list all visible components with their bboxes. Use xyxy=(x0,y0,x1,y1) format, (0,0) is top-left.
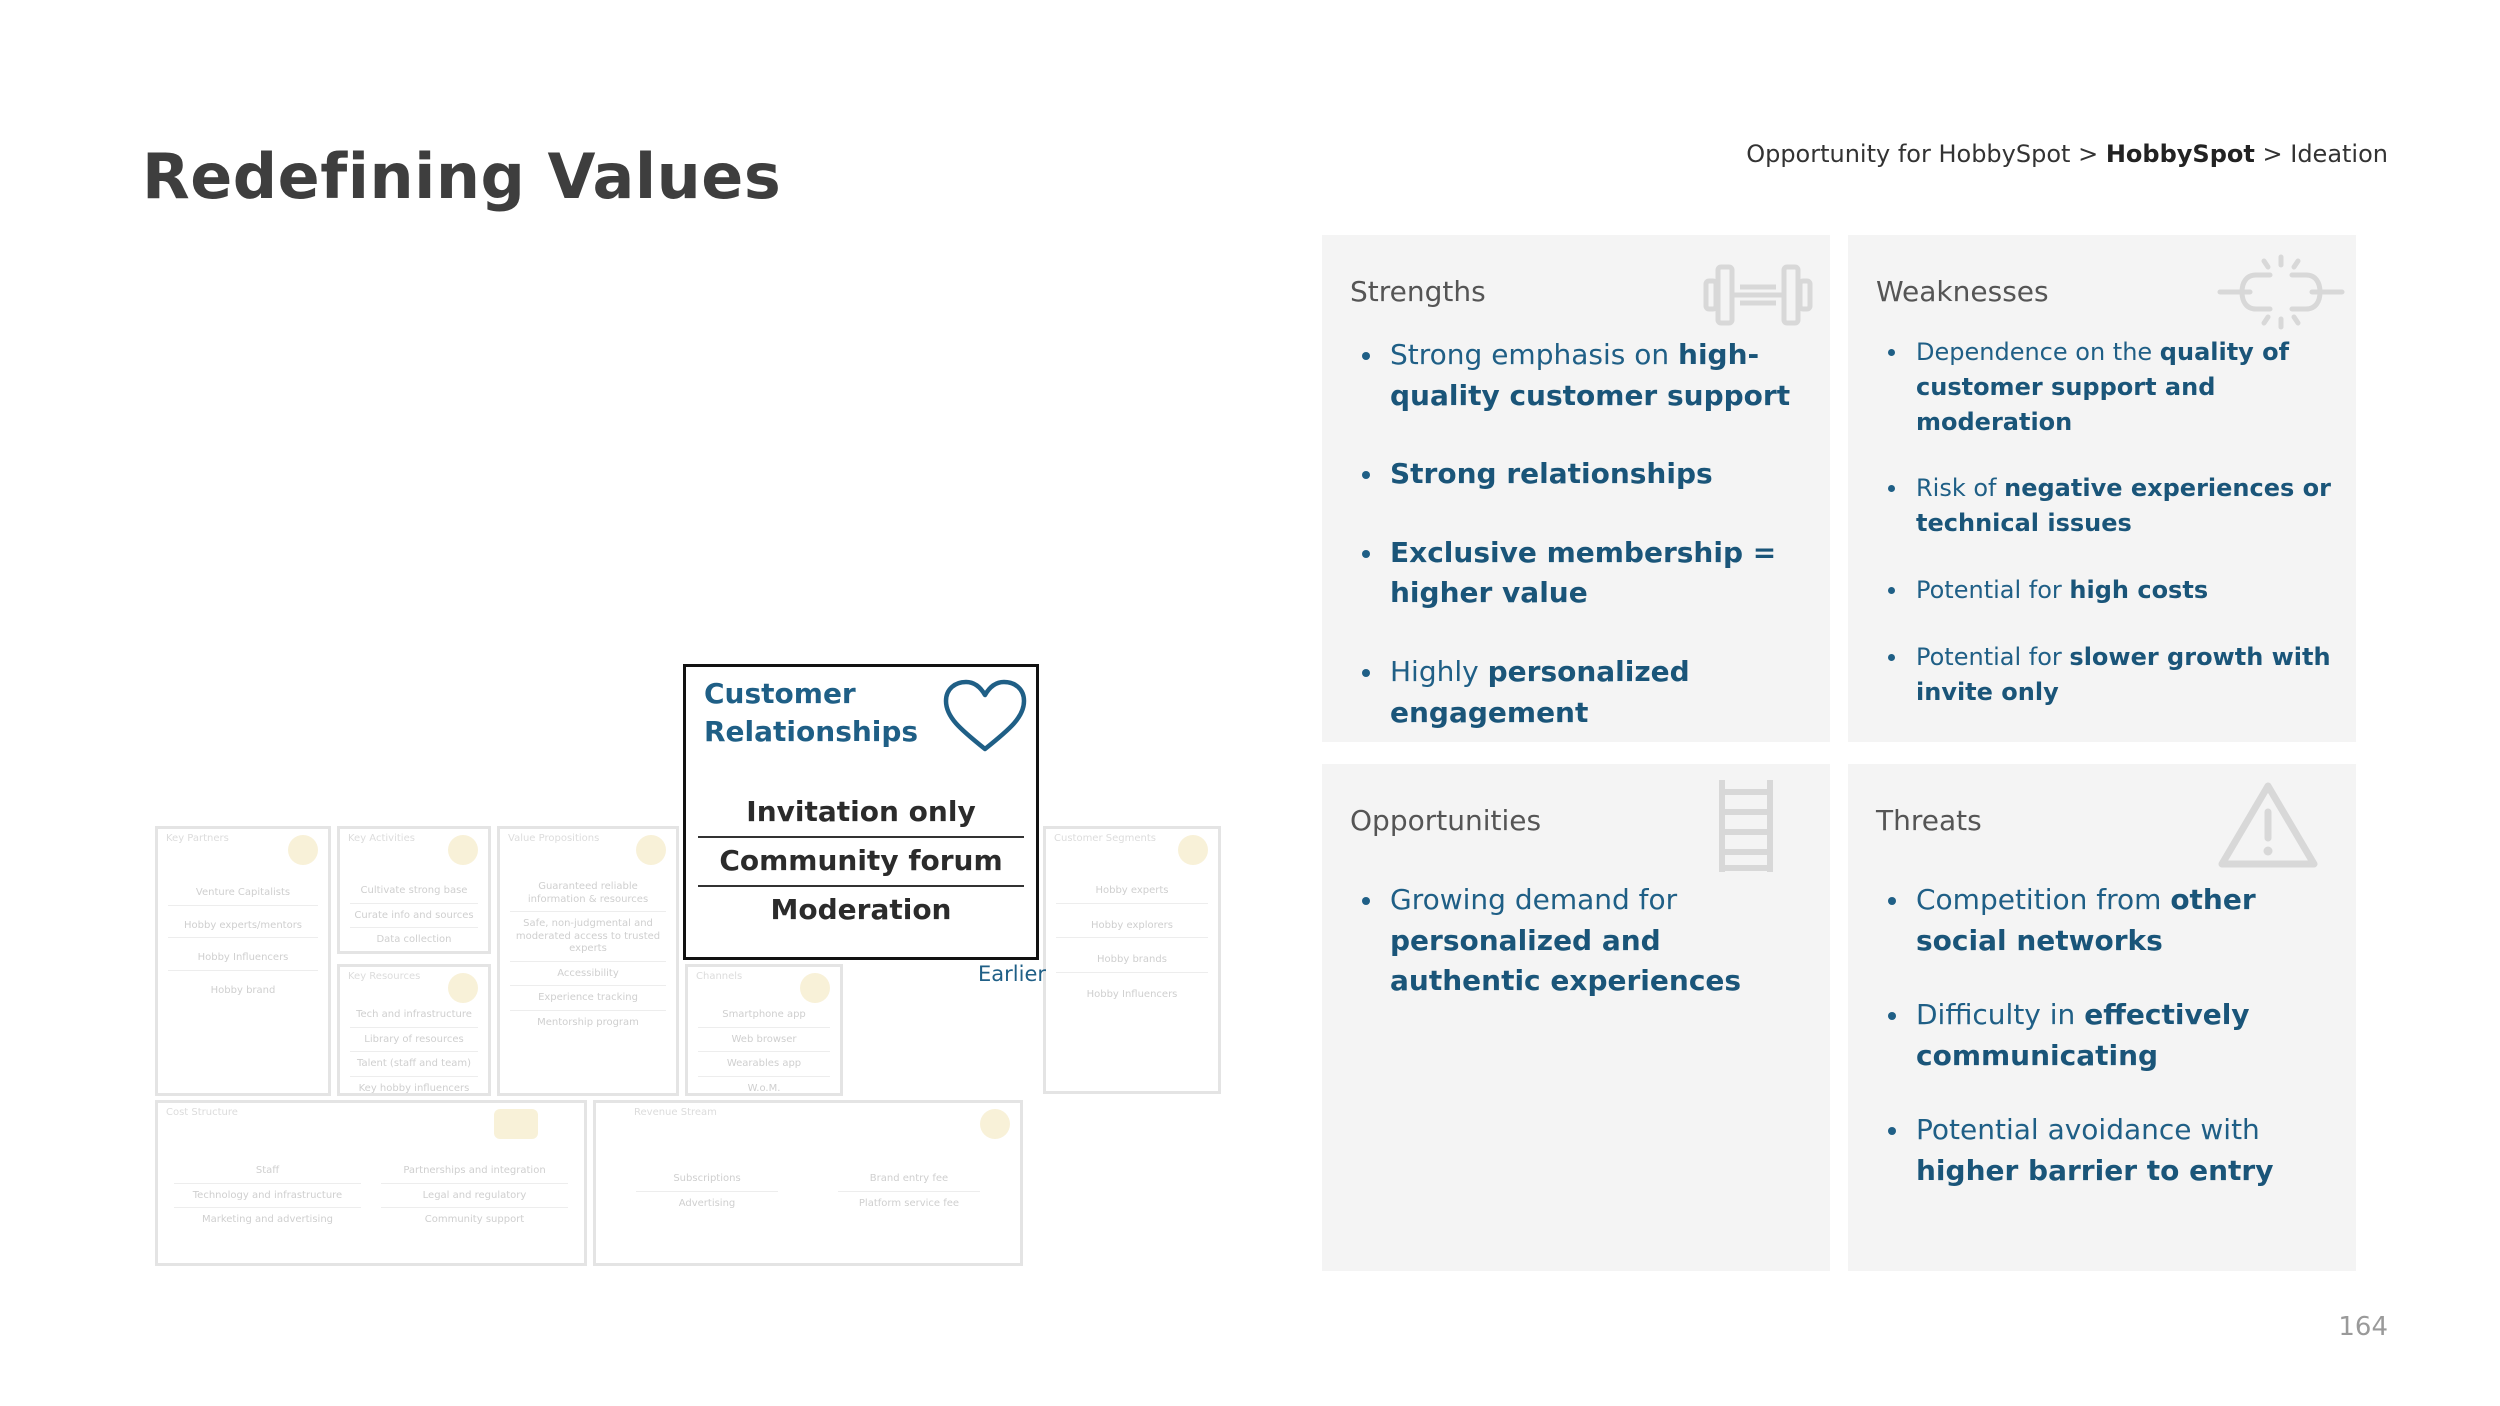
truck-icon xyxy=(800,973,830,1003)
users-icon xyxy=(1178,835,1208,865)
breadcrumb-item-opportunity[interactable]: Opportunity for HobbySpot xyxy=(1746,140,2071,168)
relationship-item: Invitation only xyxy=(698,789,1024,838)
canvas-key-partners xyxy=(155,826,331,1096)
canvas-cell: Marketing and advertising xyxy=(201,1214,334,1225)
page-title: Redefining Values xyxy=(142,140,782,213)
canvas-cell: Curate info and sources xyxy=(350,904,478,929)
canvas-revenue-streams xyxy=(593,1100,1023,1266)
gift-icon xyxy=(636,835,666,865)
swot-threats-label: Threats xyxy=(1876,804,1982,837)
canvas-cell: W.o.M. xyxy=(747,1082,781,1094)
canvas-section-title: Key Resources xyxy=(348,971,421,982)
canvas-key-activities xyxy=(337,826,491,954)
customer-relationships-title: Customer Relationships xyxy=(704,677,919,748)
canvas-cell: Key hobby influencers xyxy=(358,1082,470,1094)
swot-threats-panel xyxy=(1848,764,2356,1271)
canvas-section-title: Key Activities xyxy=(348,833,415,844)
breadcrumb-separator: > xyxy=(2078,140,2099,168)
canvas-cell: Venture Capitalists xyxy=(168,881,318,906)
canvas-cell: Hobby Influencers xyxy=(168,946,318,971)
canvas-cell: Cultivate strong base xyxy=(350,879,478,904)
canvas-cell: Mentorship program xyxy=(537,1016,639,1028)
swot-weaknesses-list xyxy=(1888,335,2336,741)
swot-threats-list xyxy=(1888,880,2336,1226)
canvas-customer-segments xyxy=(1043,826,1221,1094)
list-item: Dependence on the quality of customer support and moderation xyxy=(1888,335,2336,439)
swot-strengths-panel xyxy=(1322,235,1830,742)
swot-strengths-label: Strengths xyxy=(1350,275,1486,308)
canvas-section-title: Key Partners xyxy=(166,833,229,844)
canvas-cell: Web browser xyxy=(698,1028,830,1053)
canvas-cell: Experience tracking xyxy=(510,986,666,1011)
swot-weaknesses-label: Weaknesses xyxy=(1876,275,2049,308)
list-item: Potential for high costs xyxy=(1888,573,2336,608)
breadcrumb-separator: > xyxy=(2262,140,2283,168)
list-item: Potential for slower growth with invite only xyxy=(1888,640,2336,710)
ladder-icon xyxy=(1714,778,1778,874)
canvas-cell: Brand entry fee xyxy=(838,1167,980,1192)
resources-icon xyxy=(448,973,478,1003)
canvas-cell: Smartphone app xyxy=(698,1003,830,1028)
canvas-cell: Data collection xyxy=(376,934,452,945)
canvas-cell: Guaranteed reliable information & resources xyxy=(510,875,666,912)
list-item: Competition from other social networks xyxy=(1888,880,2336,961)
list-item: Strong relationships xyxy=(1362,454,1810,495)
canvas-cell: Wearables app xyxy=(698,1052,830,1077)
canvas-cell: Technology and infrastructure xyxy=(174,1184,361,1209)
handshake-icon xyxy=(288,835,318,865)
canvas-cell: Advertising xyxy=(678,1197,736,1209)
canvas-cell: Safe, non-judgmental and moderated access to trusted experts xyxy=(510,912,666,962)
canvas-cell: Subscriptions xyxy=(636,1167,778,1192)
canvas-cell: Hobby experts xyxy=(1056,879,1208,904)
customer-relationships-card xyxy=(683,664,1039,960)
swot-opportunities-list xyxy=(1362,880,1810,1036)
canvas-channels xyxy=(685,964,843,1096)
canvas-cell: Staff xyxy=(174,1159,361,1184)
canvas-cell: Hobby brand xyxy=(210,984,276,996)
canvas-cell: Hobby explorers xyxy=(1056,914,1208,939)
breadcrumb xyxy=(1746,140,2388,168)
gear-icon xyxy=(448,835,478,865)
list-item: Strong emphasis on high-quality customer support xyxy=(1362,335,1810,416)
heart-icon xyxy=(940,677,1030,757)
swot-strengths-list xyxy=(1362,335,1810,771)
canvas-cell: Hobby Influencers xyxy=(1086,988,1178,1000)
swot-opportunities-label: Opportunities xyxy=(1350,804,1542,837)
broken-link-icon xyxy=(2216,249,2346,335)
earlier-note: Earlier xyxy=(978,962,1046,986)
swot-weaknesses-panel xyxy=(1848,235,2356,742)
canvas-section-title: Channels xyxy=(696,971,743,982)
canvas-key-resources xyxy=(337,964,491,1096)
canvas-cell: Partnerships and integration xyxy=(381,1159,568,1184)
list-item: Difficulty in effectively communicating xyxy=(1888,995,2336,1076)
breadcrumb-item-hobbyspot[interactable]: HobbySpot xyxy=(2105,140,2255,168)
canvas-section-title: Cost Structure xyxy=(166,1107,238,1118)
page-number: 164 xyxy=(2338,1312,2388,1342)
warning-icon xyxy=(2216,780,2320,872)
money-bag-icon xyxy=(980,1109,1010,1139)
breadcrumb-item-ideation[interactable]: Ideation xyxy=(2290,140,2388,168)
swot-opportunities-panel xyxy=(1322,764,1830,1271)
canvas-cell: Community support xyxy=(424,1214,525,1225)
money-icon xyxy=(494,1109,538,1139)
list-item: Risk of negative experiences or technical issues xyxy=(1888,471,2336,541)
list-item: Growing demand for personalized and authentic experiences xyxy=(1362,880,1810,1002)
dumbbell-icon xyxy=(1700,257,1816,333)
canvas-section-title: Value Propositions xyxy=(508,833,600,844)
canvas-cell: Tech and infrastructure xyxy=(350,1003,478,1028)
list-item: Potential avoidance with higher barrier to entry xyxy=(1888,1110,2336,1191)
canvas-cell: Hobby experts/mentors xyxy=(168,914,318,939)
canvas-section-title: Revenue Stream xyxy=(634,1107,717,1118)
list-item: Highly personalized engagement xyxy=(1362,652,1810,733)
canvas-cell: Legal and regulatory xyxy=(381,1184,568,1209)
relationship-item: Moderation xyxy=(770,893,952,926)
relationship-item: Community forum xyxy=(698,838,1024,887)
canvas-cell: Platform service fee xyxy=(858,1197,960,1209)
list-item: Exclusive membership = higher value xyxy=(1362,533,1810,614)
canvas-section-title: Customer Segments xyxy=(1054,833,1156,844)
canvas-cell: Hobby brands xyxy=(1056,948,1208,973)
canvas-cost-structure xyxy=(155,1100,587,1266)
canvas-value-propositions xyxy=(497,826,679,1096)
canvas-cell: Accessibility xyxy=(510,962,666,987)
canvas-cell: Talent (staff and team) xyxy=(350,1052,478,1077)
canvas-cell: Library of resources xyxy=(350,1028,478,1053)
